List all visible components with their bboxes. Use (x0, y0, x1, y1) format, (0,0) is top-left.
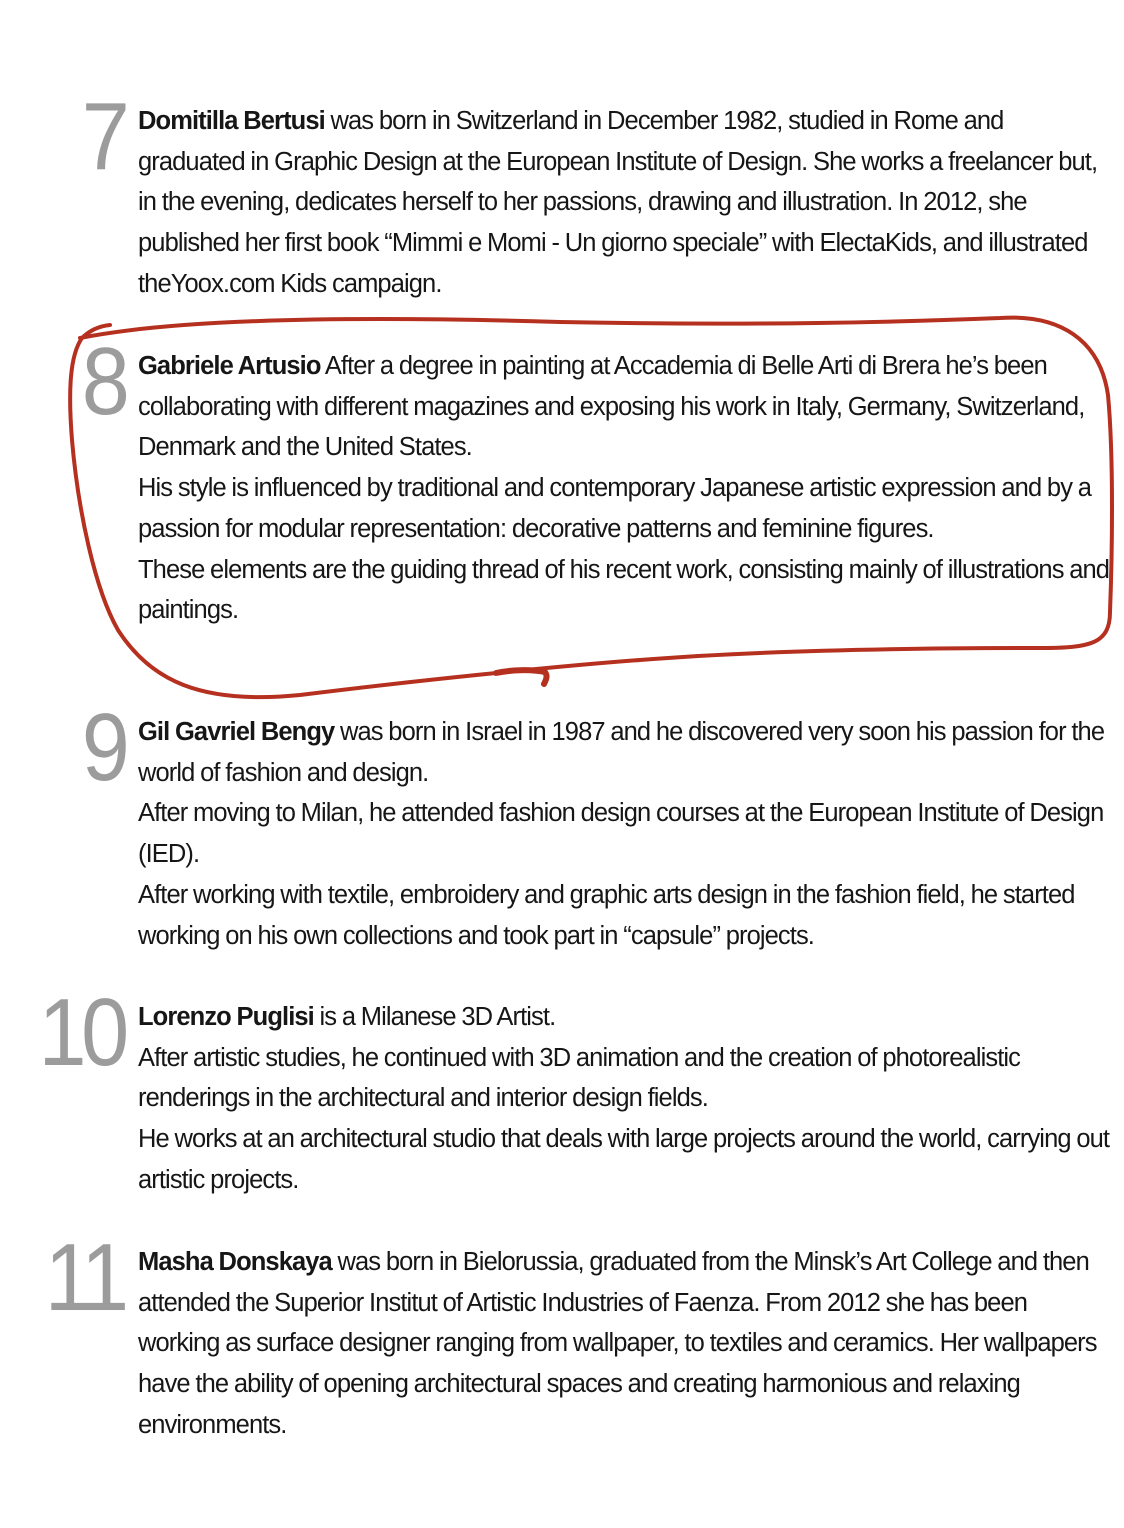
entry-paragraph: He works at an architectural studio that deals with large projects around the world, carrying out artistic projects. (138, 1125, 1110, 1194)
entry-body (138, 346, 1113, 631)
artist-name: Gil Gavriel Bengy (138, 718, 335, 746)
entry-number: 7 (81, 83, 124, 190)
entry-number: 10 (38, 979, 124, 1086)
entry-paragraph: After working with textile, embroidery and graphic arts design in the fashion field, he started working on his own collections and took part in “capsule” projects. (138, 880, 1075, 950)
annotation-stroke (496, 670, 547, 684)
entry-number: 9 (81, 694, 124, 801)
entry-body (138, 712, 1113, 956)
entry-body (138, 997, 1113, 1201)
entry-number: 11 (45, 1224, 124, 1331)
entry-paragraph: His style is influenced by traditional and contemporary Japanese artistic expression and by a passion for modular representation: decorative patterns and feminine figures. (138, 474, 1092, 543)
paragraph-text: After a degree in painting at Accademia di Belle Arti di Brera he’s been collaborating with different magazines and exposing his work in Italy, Germany, Switzerland, Denmark and the United States. (138, 352, 1085, 462)
artist-name: Domitilla Bertusi (138, 107, 325, 135)
entry-paragraph (138, 101, 1113, 305)
entry-paragraph (138, 712, 1113, 793)
paragraph-text: was born in Switzerland in December 1982, studied in Rome and graduated in Graphic Design at the European Institute of Design. She works a freelancer but, in the evening, dedicates herself to her passions, drawing and illustration. In 2012, she published her first book “Mimmi e Momi - Un giorno speciale” with ElectaKids, and illustrated theYoox.com Kids campaign. (138, 107, 1098, 298)
entry-paragraph (138, 1242, 1113, 1446)
artist-name: Lorenzo Puglisi (138, 1003, 314, 1031)
entry-paragraph (138, 997, 1113, 1038)
entry-number: 8 (81, 328, 124, 435)
paragraph-text: was born in Bielorussia, graduated from the Minsk’s Art College and then attended the Superior Institut of Artistic Industries of Faenza. From 2012 she has been working as surface designer ranging from wallpaper, to textiles and ceramics. Her wallpapers have the ability of opening architectural spaces and creating harmonious and relaxing environments. (138, 1248, 1097, 1439)
entry-paragraph: These elements are the guiding thread of his recent work, consisting mainly of illustrations and paintings. (138, 555, 1110, 625)
entry-body (138, 101, 1113, 305)
entry-paragraph (138, 346, 1113, 468)
entry-body (138, 1242, 1113, 1446)
entry-paragraph: After artistic studies, he continued with 3D animation and the creation of photorealistic renderings in the architectural and interior design fields. (138, 1043, 1021, 1113)
paragraph-text: was born in Israel in 1987 and he discovered very soon his passion for the world of fashion and design. (138, 718, 1105, 787)
artist-name: Masha Donskaya (138, 1248, 332, 1276)
paragraph-text: is a Milanese 3D Artist. (313, 1003, 556, 1031)
entry-paragraph: After moving to Milan, he attended fashion design courses at the European Institute of Design (IED). (138, 799, 1104, 869)
artist-name: Gabriele Artusio (138, 352, 321, 380)
